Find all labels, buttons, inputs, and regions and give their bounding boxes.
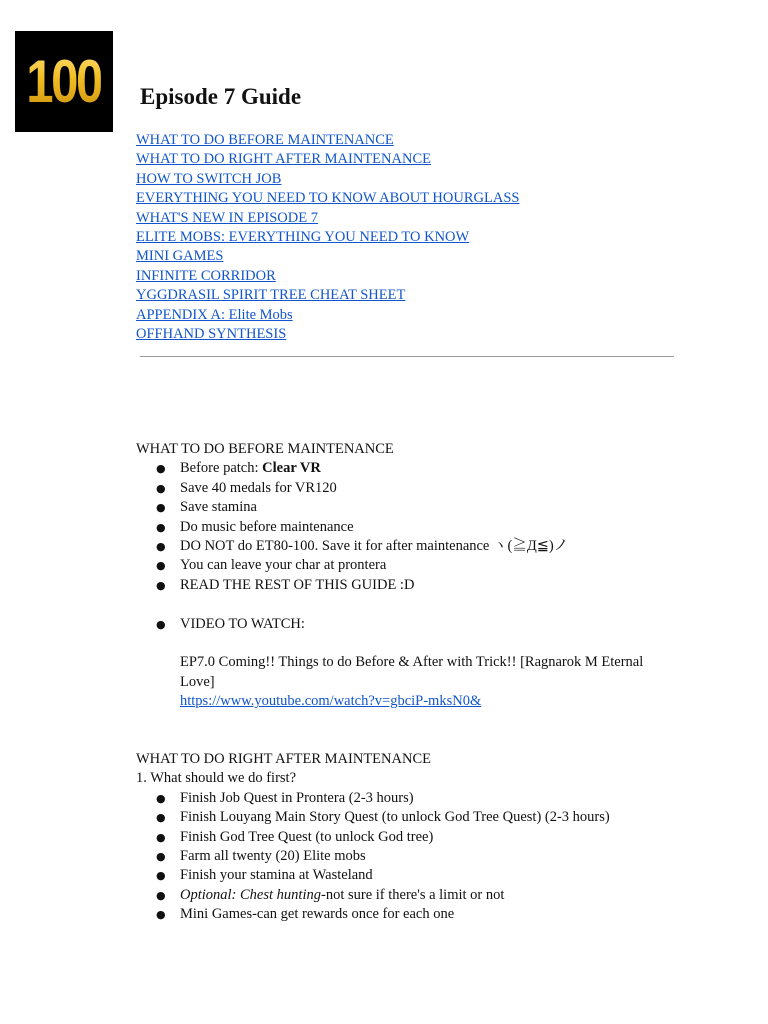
bullet-list [136, 789, 610, 925]
video-link-wrap [136, 692, 680, 711]
item-italic-text: Optional: Chest hunting [180, 886, 321, 903]
toc-item [136, 131, 519, 150]
section-heading: WHAT TO DO BEFORE MAINTENANCE [136, 441, 394, 457]
list-item: ● Do music before maintenance [136, 518, 680, 537]
list-item: ● Finish your stamina at Wasteland [136, 866, 610, 885]
bullet-list [136, 459, 680, 595]
video-list [136, 615, 680, 634]
list-item: ● READ THE REST OF THIS GUIDE :D [136, 576, 680, 595]
list-item: ● VIDEO TO WATCH: [136, 615, 680, 634]
video-title: EP7.0 Coming!! Things to do Before & After with Trick!! [Ragnarok M Eternal Love] [180, 654, 644, 690]
list-item [136, 886, 610, 905]
toc-item [136, 189, 519, 208]
toc-link-offhand-synthesis[interactable]: OFFHAND SYNTHESIS [136, 325, 287, 342]
toc-link-elite-mobs[interactable]: ELITE MOBS: EVERYTHING YOU NEED TO KNOW [136, 228, 470, 245]
item-prefix: Before patch: [180, 460, 263, 477]
list-item: ● Save 40 medals for VR120 [136, 479, 680, 498]
list-item [136, 459, 680, 478]
video-link[interactable]: https://www.youtube.com/watch?v=gbciP-mksN0& [180, 693, 482, 710]
list-item: ● You can leave your char at prontera [136, 556, 680, 575]
toc-link-hourglass[interactable]: EVERYTHING YOU NEED TO KNOW ABOUT HOURGLASS [136, 190, 520, 207]
list-item: ● Finish God Tree Quest (to unlock God tree) [136, 828, 610, 847]
toc-item [136, 286, 519, 305]
toc-link-yggdrasil[interactable]: YGGDRASIL SPIRIT TREE CHEAT SHEET [136, 287, 406, 304]
toc-item [136, 325, 519, 344]
toc-item [136, 150, 519, 169]
toc-link-mini-games[interactable]: MINI GAMES [136, 248, 224, 265]
page-title: Episode 7 Guide [140, 84, 302, 109]
toc-item [136, 306, 519, 325]
list-item: ● Save stamina [136, 498, 680, 517]
list-item: ● Farm all twenty (20) Elite mobs [136, 847, 610, 866]
list-item: ● DO NOT do ET80-100. Save it for after maintenance ヽ(≧Д≦)ノ [136, 537, 680, 556]
list-item: ● Finish Job Quest in Prontera (2-3 hours) [136, 789, 610, 808]
toc-item [136, 209, 519, 228]
list-item: ● Finish Louyang Main Story Quest (to unlock God Tree Quest) (2-3 hours) [136, 808, 610, 827]
horizontal-rule [140, 356, 674, 357]
toc-item [136, 267, 519, 286]
toc-link-after-maintenance[interactable]: WHAT TO DO RIGHT AFTER MAINTENANCE [136, 151, 431, 168]
table-of-contents [136, 131, 519, 344]
section-heading: WHAT TO DO RIGHT AFTER MAINTENANCE [136, 751, 431, 767]
logo-100 [15, 31, 113, 132]
item-rest-text: -not sure if there's a limit or not [320, 886, 505, 903]
section-after-maintenance [136, 750, 610, 925]
toc-item [136, 247, 519, 266]
toc-link-infinite-corridor[interactable]: INFINITE CORRIDOR [136, 267, 276, 284]
toc-link-before-maintenance[interactable]: WHAT TO DO BEFORE MAINTENANCE [136, 132, 394, 148]
toc-link-appendix-a[interactable]: APPENDIX A: Elite Mobs [136, 306, 293, 323]
section-before-maintenance [136, 440, 680, 712]
item-bold-text: Clear VR [262, 460, 321, 477]
list-item: ● Mini Games-can get rewards once for each one [136, 905, 610, 924]
toc-link-switch-job[interactable]: HOW TO SWITCH JOB [136, 170, 282, 187]
logo-text: 100 [26, 48, 102, 115]
toc-link-whats-new[interactable]: WHAT'S NEW IN EPISODE 7 [136, 209, 318, 226]
question-text: 1. What should we do first? [136, 770, 297, 787]
toc-item [136, 170, 519, 189]
toc-item [136, 228, 519, 247]
